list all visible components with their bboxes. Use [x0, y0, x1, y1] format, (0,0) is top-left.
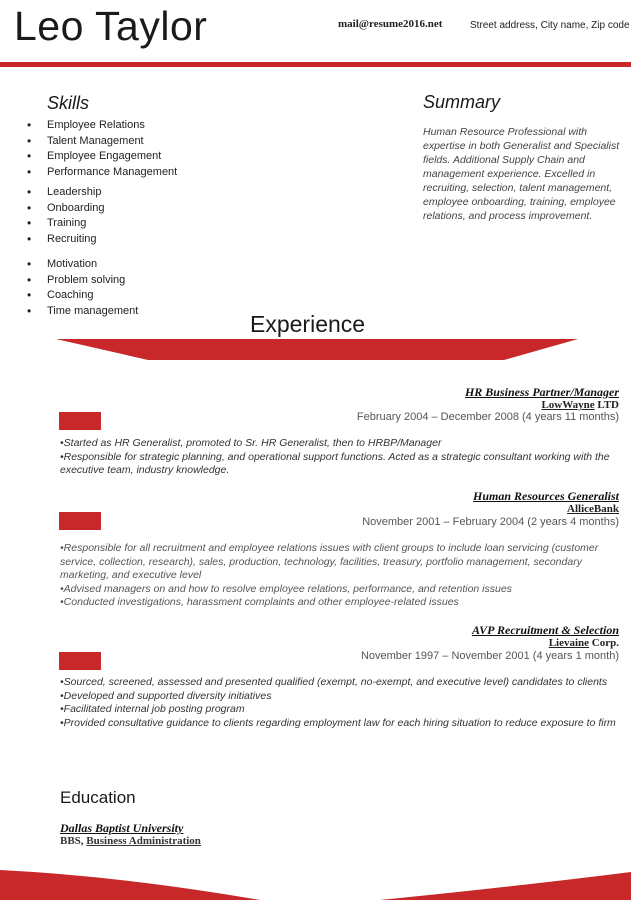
- job-company: [549, 637, 619, 649]
- resume-name: Leo Taylor: [14, 3, 208, 49]
- company-name: Lievaine: [548, 637, 590, 649]
- skill-item: • Onboarding: [47, 201, 105, 217]
- education-heading: Education: [60, 788, 136, 807]
- header-divider: [0, 62, 631, 67]
- skill-item: • Employee Relations: [47, 118, 177, 134]
- skills-list-1: [47, 118, 177, 180]
- email-text: mail@resume2016.net: [338, 18, 443, 30]
- company-suffix: Corp.: [589, 637, 619, 649]
- job-title: Human Resources Generalist: [472, 489, 619, 503]
- job-company: [541, 399, 619, 411]
- skill-item: • Training: [47, 216, 105, 232]
- experience-banner: [56, 339, 578, 361]
- job-dates: February 2004 – December 2008 (4 years 11 months): [356, 411, 619, 423]
- job-dates: November 2001 – February 2004 (2 years 4 months): [362, 516, 619, 528]
- job-dates: November 1997 – November 2001 (4 years 1 month): [360, 650, 619, 662]
- job-bullet: •Sourced, screened, assessed and presented qualified (exempt, no-exempt, and executive level) candidates to clients: [60, 676, 608, 688]
- footer-wave: [0, 866, 631, 900]
- job-bullets: [60, 676, 620, 730]
- job-bullet: •Advised managers on and how to resolve employee relations, performance, and retention issues: [60, 582, 512, 595]
- job-bullet: •Responsible for strategic planning, and operational support functions. Acted as a strategic consultant working with the executive team, industry knowledge.: [60, 450, 610, 476]
- skill-item: • Time management: [47, 304, 138, 320]
- job-marker: [59, 412, 101, 430]
- address-text: Street address, City name, Zip code: [470, 20, 630, 31]
- summary-heading: Summary: [423, 92, 501, 112]
- skills-list-3: [47, 257, 138, 319]
- company-suffix: LTD: [594, 399, 619, 411]
- skill-item: • Recruiting: [47, 232, 105, 248]
- degree-text: [60, 835, 201, 847]
- skill-item: • Performance Management: [47, 165, 177, 181]
- company-name: AlliceBank: [567, 503, 619, 515]
- skill-item: • Coaching: [47, 288, 138, 304]
- job-title: HR Business Partner/Manager: [464, 385, 619, 399]
- job-bullet: •Provided consultative guidance to clients regarding employment law for each hiring situation to reduce exposure to firm: [60, 716, 616, 729]
- job-bullets: [60, 542, 620, 610]
- job-bullet: •Responsible for all recruitment and employee relations issues with client groups to include loan servicing (customer service, collection, research), sales, production, technology, facilities, treasury, portfolio management, secondary marketing, and executive level: [60, 542, 599, 581]
- degree-field: Business Administration: [86, 835, 201, 847]
- job-title: AVP Recruitment & Selection: [472, 623, 619, 637]
- job-marker: [59, 652, 101, 670]
- skill-item: • Leadership: [47, 185, 105, 201]
- summary-text: Human Resource Professional with expertise in both Generalist and Specialist fields. Additional Supply Chain and management experience. Excelled in recruiting, selection, talent management, employee onboarding, training, employee relations, and process improvement.: [423, 126, 620, 222]
- job-bullet: •Started as HR Generalist, promoted to Sr. HR Generalist, then to HRBP/Manager: [60, 437, 442, 449]
- job-bullet: •Conducted investigations, harassment complaints and other employee-related issues: [60, 596, 459, 608]
- degree-prefix: BBS,: [60, 835, 87, 847]
- job-company: [567, 503, 619, 515]
- job-bullet: •Developed and supported diversity initiatives: [60, 689, 272, 702]
- job-bullets: [60, 437, 620, 478]
- company-name: LowWayne: [541, 399, 595, 411]
- skill-item: • Problem solving: [47, 273, 138, 289]
- job-marker: [59, 512, 101, 530]
- skill-item: • Motivation: [47, 257, 138, 273]
- skills-heading: Skills: [47, 93, 90, 113]
- skill-item: • Talent Management: [47, 134, 177, 150]
- university-name: Dallas Baptist University: [60, 821, 184, 835]
- job-bullet: •Facilitated internal job posting program: [60, 703, 245, 715]
- experience-heading: Experience: [250, 311, 366, 337]
- skill-item: • Employee Engagement: [47, 149, 177, 165]
- skills-list-2: [47, 185, 105, 247]
